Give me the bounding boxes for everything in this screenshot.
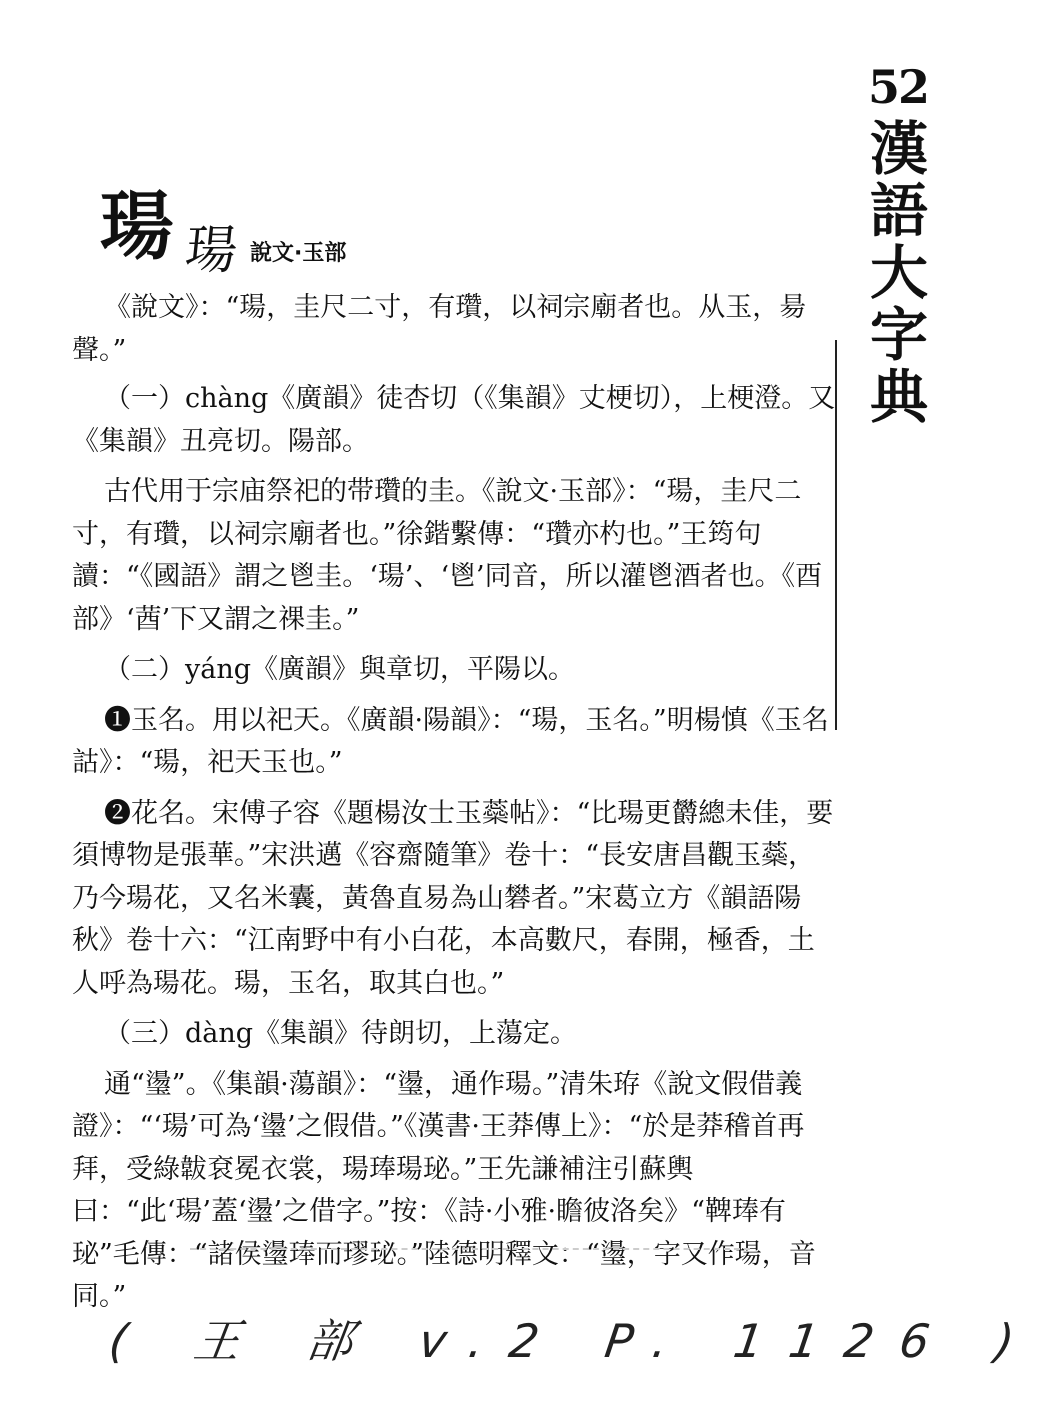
paragraph-reading-1: （一）chàng《廣韻》徒杏切（《集韻》丈梗切），上梗澄。又《集韻》丑亮切。陽部。 xyxy=(72,383,836,457)
paragraph-definition-3: 通“璗”。《集韻·蕩韻》：“璗，通作瑒。”清朱珔《說文假借義證》：“‘瑒’可為‘璗’之假借。”《漢書·王莽傳上》：“於是莽稽首再拜，受綠韍袞冕衣裳，瑒琫瑒珌。”王先謙補注引蘇輿曰：“此‘瑒’蓋‘璗’之借字。”按：《詩·小雅·瞻彼洛矣》“鞞琫有珌”毛傳：“諸侯璗琫而璆珌。”陸德明釋文：“璗，字又作瑒，音同。” xyxy=(72,1068,816,1312)
book-title xyxy=(864,115,934,432)
paragraph-definition-1: 古代用于宗庙祭祀的带瓚的圭。《說文·玉部》：“瑒，圭尺二寸，有瓚，以祠宗廟者也。”徐鍇繫傳：“瓚亦杓也。”王筠句讀：“《國語》謂之鬯圭。‘瑒’、‘鬯’同音，所以灌鬯酒者也。《酉部》‘莤’下又謂之祼圭。” xyxy=(72,476,823,635)
page-number: 52 xyxy=(868,60,929,114)
paragraph-reading-2: （二）yáng《廣韻》與章切，平陽以。 xyxy=(104,654,576,685)
handwritten-note: ( 王 部 v.2 P. 1126 ) xyxy=(105,1314,1044,1368)
paragraph-shuowen: 《說文》：“瑒，圭尺二寸，有瓚，以祠宗廟者也。从玉，昜聲。” xyxy=(72,292,807,366)
book-title-char: 典 xyxy=(869,363,928,432)
headword: 瑒 xyxy=(100,184,174,270)
book-title-char: 字 xyxy=(869,301,928,370)
seal-source: 說文·玉部 xyxy=(250,241,347,266)
paragraph-sense-1: ❶玉名。用以祀天。《廣韻·陽韻》：“瑒，玉名。”明楊慎《玉名詁》：“瑒，祀天玉也。” xyxy=(72,704,829,778)
paragraph-reading-3: （三）dàng《集韻》待朗切，上蕩定。 xyxy=(104,1018,578,1049)
cut-line xyxy=(190,1248,750,1256)
book-title-char: 漢 xyxy=(869,115,928,183)
book-title-char: 語 xyxy=(869,177,928,246)
seal-script-char: 瑒 xyxy=(182,221,241,281)
paragraph-sense-2: ❷花名。宋傅子容《題楊汝士玉蘂帖》：“比瑒更欝總未佳，要須博物是張華。”宋洪邁《容齋隨筆》卷十：“長安唐昌觀玉蘂，乃今瑒花，又名米囊，黃魯直易為山礬者。”宋葛立方《韻語陽秋》卷十六：“江南野中有小白花，本高數尺，春開，極香，土人呼為瑒花。瑒，玉名，取其白也。” xyxy=(72,797,834,999)
book-title-char: 大 xyxy=(869,239,928,308)
entry-body xyxy=(72,287,837,1327)
